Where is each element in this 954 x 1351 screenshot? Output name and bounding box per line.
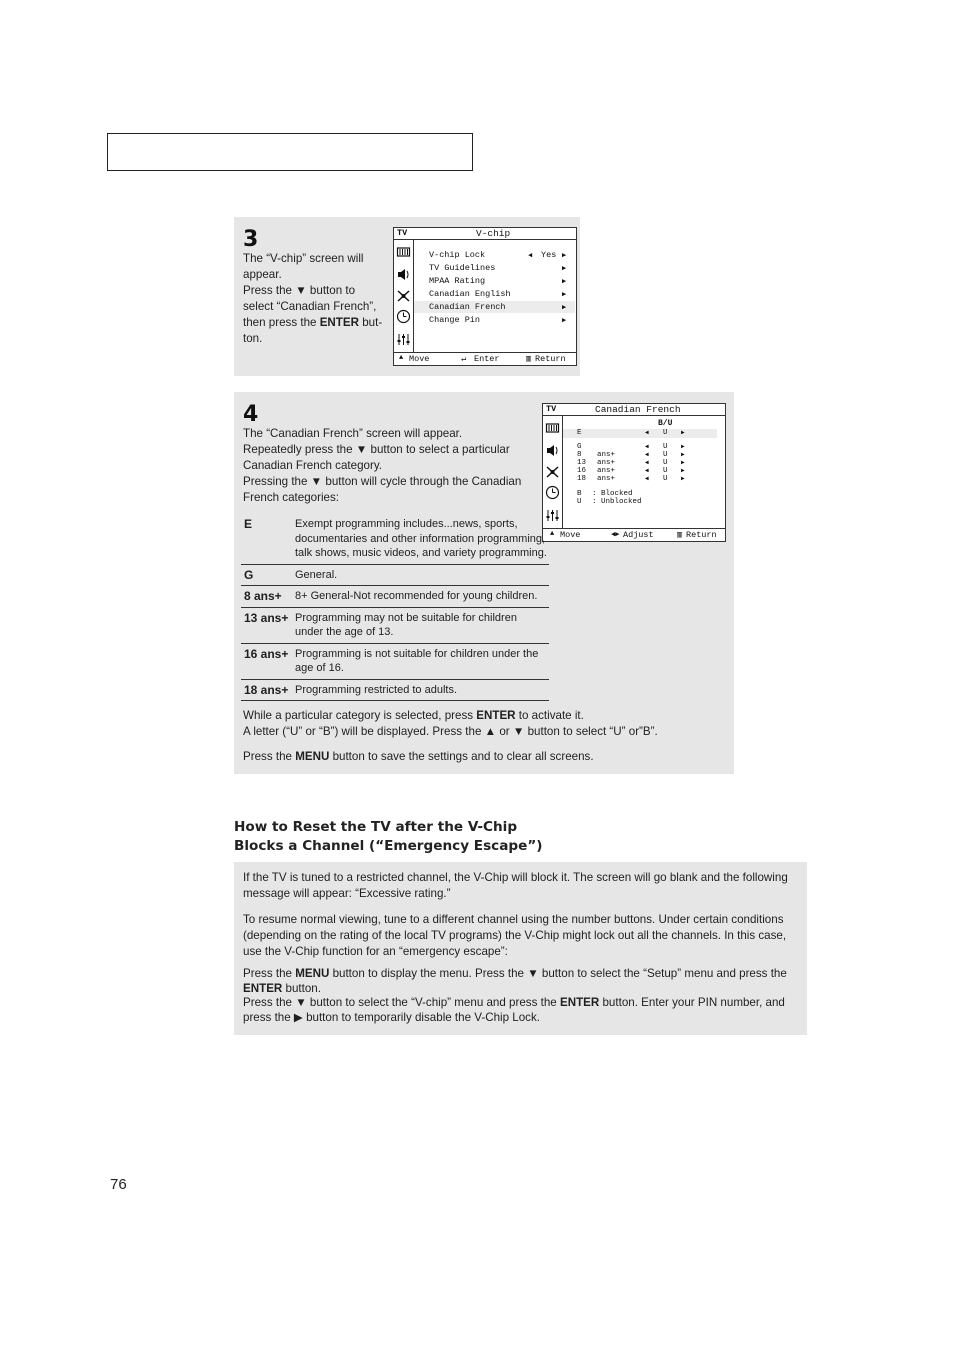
right-arrow-icon: ▶: [562, 291, 567, 299]
clock-icon: [396, 309, 411, 324]
right-arrow-icon: ▶: [562, 317, 567, 325]
down-arrow-icon: ▼: [310, 475, 323, 488]
osd-footer: ▲ Move ↵ Enter ▥ Return: [394, 352, 576, 365]
canadian-french-screen: TV Canadian French B/U E ◀ U ▶ G ◀ U ▶ 8 ans+ ◀ U ▶ 13 ans+ ◀ U ▶ 16 ans+ ◀ U ▶ 18 ans+ ◀ U ▶ B : Blocked U : Unblocked ▲ Move ◀▶ Adjust ▥ Return: [542, 403, 726, 542]
table-row: G General.: [241, 564, 549, 586]
adjust-leftright-icon: ◀▶: [611, 531, 620, 539]
tv-label: TV: [546, 404, 557, 414]
category-table: [241, 515, 549, 701]
down-arrow-icon: ▼: [295, 284, 307, 297]
right-arrow-icon: ▶: [681, 467, 685, 474]
menu-item-change-pin[interactable]: Change Pin ▶: [429, 315, 567, 325]
left-arrow-icon: ◀: [645, 459, 649, 466]
right-arrow-icon: ▶: [562, 278, 567, 286]
move-updown-icon: ▲: [399, 354, 404, 362]
step3-text: The “V-chip” screen will appear. Press the ▼ button to select “Canadian French”, then press the ENTER but- ton.: [243, 252, 383, 345]
setup-icon: [396, 332, 411, 347]
menu-item-vchip-lock[interactable]: V-chip Lock ◀ Yes ▶: [429, 250, 567, 260]
step4-intro: The “Canadian French” screen will appear. Repeatedly press the ▼ button to select a particular Canadian French category. Pressing the ▼ button will cycle through the Canadian French categories:: [243, 427, 522, 504]
enter-icon: ↵: [461, 354, 467, 364]
osd-footer: ▲ Move ◀▶ Adjust ▥ Return: [543, 528, 725, 541]
table-row: 18 ans+ Programming restricted to adults.: [241, 679, 549, 701]
reset-para3: Press the MENU button to display the menu. Press the ▼ button to select the “Setup” menu and press the ENTER button.: [243, 967, 787, 995]
menu-item-canadian-french[interactable]: Canadian French ▶: [414, 301, 575, 313]
canadian-french-title: Canadian French: [595, 404, 681, 415]
step4-number: 4: [243, 402, 259, 427]
reset-heading: How to Reset the TV after the V-Chip Blocks a Channel (“Emergency Escape”): [234, 819, 543, 854]
menu-item-mpaa-rating[interactable]: MPAA Rating ▶: [429, 276, 567, 286]
table-row: E Exempt programming includes...news, sports, documentaries and other information programming, talk shows, music videos, and variety programming.: [241, 515, 549, 564]
right-arrow-icon: ▶: [293, 1010, 303, 1024]
bu-column-header: B/U: [658, 419, 673, 428]
table-row: 13 ans+ Programming may not be suitable for children under the age of 13.: [241, 607, 549, 643]
osd-sidebar: [543, 416, 563, 529]
legend-blocked: B : Blocked: [577, 490, 633, 498]
clock-icon: [545, 485, 560, 500]
down-arrow-icon: ▼: [295, 996, 307, 1009]
up-arrow-icon: ▲: [484, 725, 497, 738]
vchip-screen-title: V-chip: [476, 228, 511, 239]
right-arrow-icon: ▶: [681, 451, 685, 458]
return-icon: ▥: [526, 354, 532, 364]
header-box: [107, 133, 473, 171]
right-arrow-icon: ▶: [562, 252, 567, 260]
left-arrow-icon: ◀: [645, 429, 649, 436]
right-arrow-icon: ▶: [681, 429, 685, 436]
left-arrow-icon: ◀: [528, 252, 533, 260]
down-arrow-icon: ▼: [527, 967, 539, 980]
table-row: 16 ans+ Programming is not suitable for children under the age of 16.: [241, 643, 549, 679]
reset-para2: To resume normal viewing, tune to a different channel using the number buttons. Under certain conditions (depending on the rating of the local TV programs) the V-Chip might lock out all the channels. In this case, use the V-Chip function for an “emergency escape”:: [243, 913, 787, 958]
right-arrow-icon: ▶: [681, 475, 685, 482]
table-row: 8 ans+ 8+ General-Not recommended for young children.: [241, 586, 549, 608]
right-arrow-icon: ▶: [562, 304, 567, 312]
move-updown-icon: ▲: [550, 530, 555, 538]
left-arrow-icon: ◀: [645, 475, 649, 482]
sound-icon: [396, 267, 411, 282]
channel-icon: [545, 464, 560, 479]
down-arrow-icon: ▼: [512, 725, 525, 738]
right-arrow-icon: ▶: [681, 443, 685, 450]
reset-para4: Press the ▼ button to select the “V-chip” menu and press the ENTER button. Enter your PIN number, and press the ▶ button to temporarily disable the V-Chip Lock.: [243, 996, 785, 1024]
channel-icon: [396, 288, 411, 303]
left-arrow-icon: ◀: [645, 467, 649, 474]
page-number: 76: [110, 1176, 127, 1193]
picture-icon: [545, 421, 560, 436]
menu-item-tv-guidelines[interactable]: TV Guidelines ▶: [429, 263, 567, 273]
step3-number: 3: [243, 227, 259, 252]
right-arrow-icon: ▶: [681, 459, 685, 466]
tv-label: TV: [397, 228, 408, 238]
down-arrow-icon: ▼: [355, 443, 368, 456]
osd-sidebar: [394, 240, 414, 353]
step4-activate-text: While a particular category is selected, press ENTER to activate it. A letter (“U” or “B”) will be displayed. Press the ▲ or ▼ button to select “U” or”B”.: [243, 709, 658, 738]
left-arrow-icon: ◀: [645, 443, 649, 450]
reset-para1: If the TV is tuned to a restricted channel, the V-Chip will block it. The screen will go blank and the following message will appear: “Excessive rating.”: [243, 871, 788, 900]
right-arrow-icon: ▶: [562, 265, 567, 273]
left-arrow-icon: ◀: [645, 451, 649, 458]
vchip-screen: [393, 227, 577, 366]
rating-row-e[interactable]: E ◀ U ▶: [563, 429, 717, 438]
step4-menu-text: Press the MENU button to save the settings and to clear all screens.: [243, 750, 594, 763]
legend-unblocked: U : Unblocked: [577, 498, 642, 506]
menu-item-canadian-english[interactable]: Canadian English ▶: [429, 289, 567, 299]
picture-icon: [396, 245, 411, 260]
return-icon: ▥: [677, 530, 683, 540]
sound-icon: [545, 443, 560, 458]
